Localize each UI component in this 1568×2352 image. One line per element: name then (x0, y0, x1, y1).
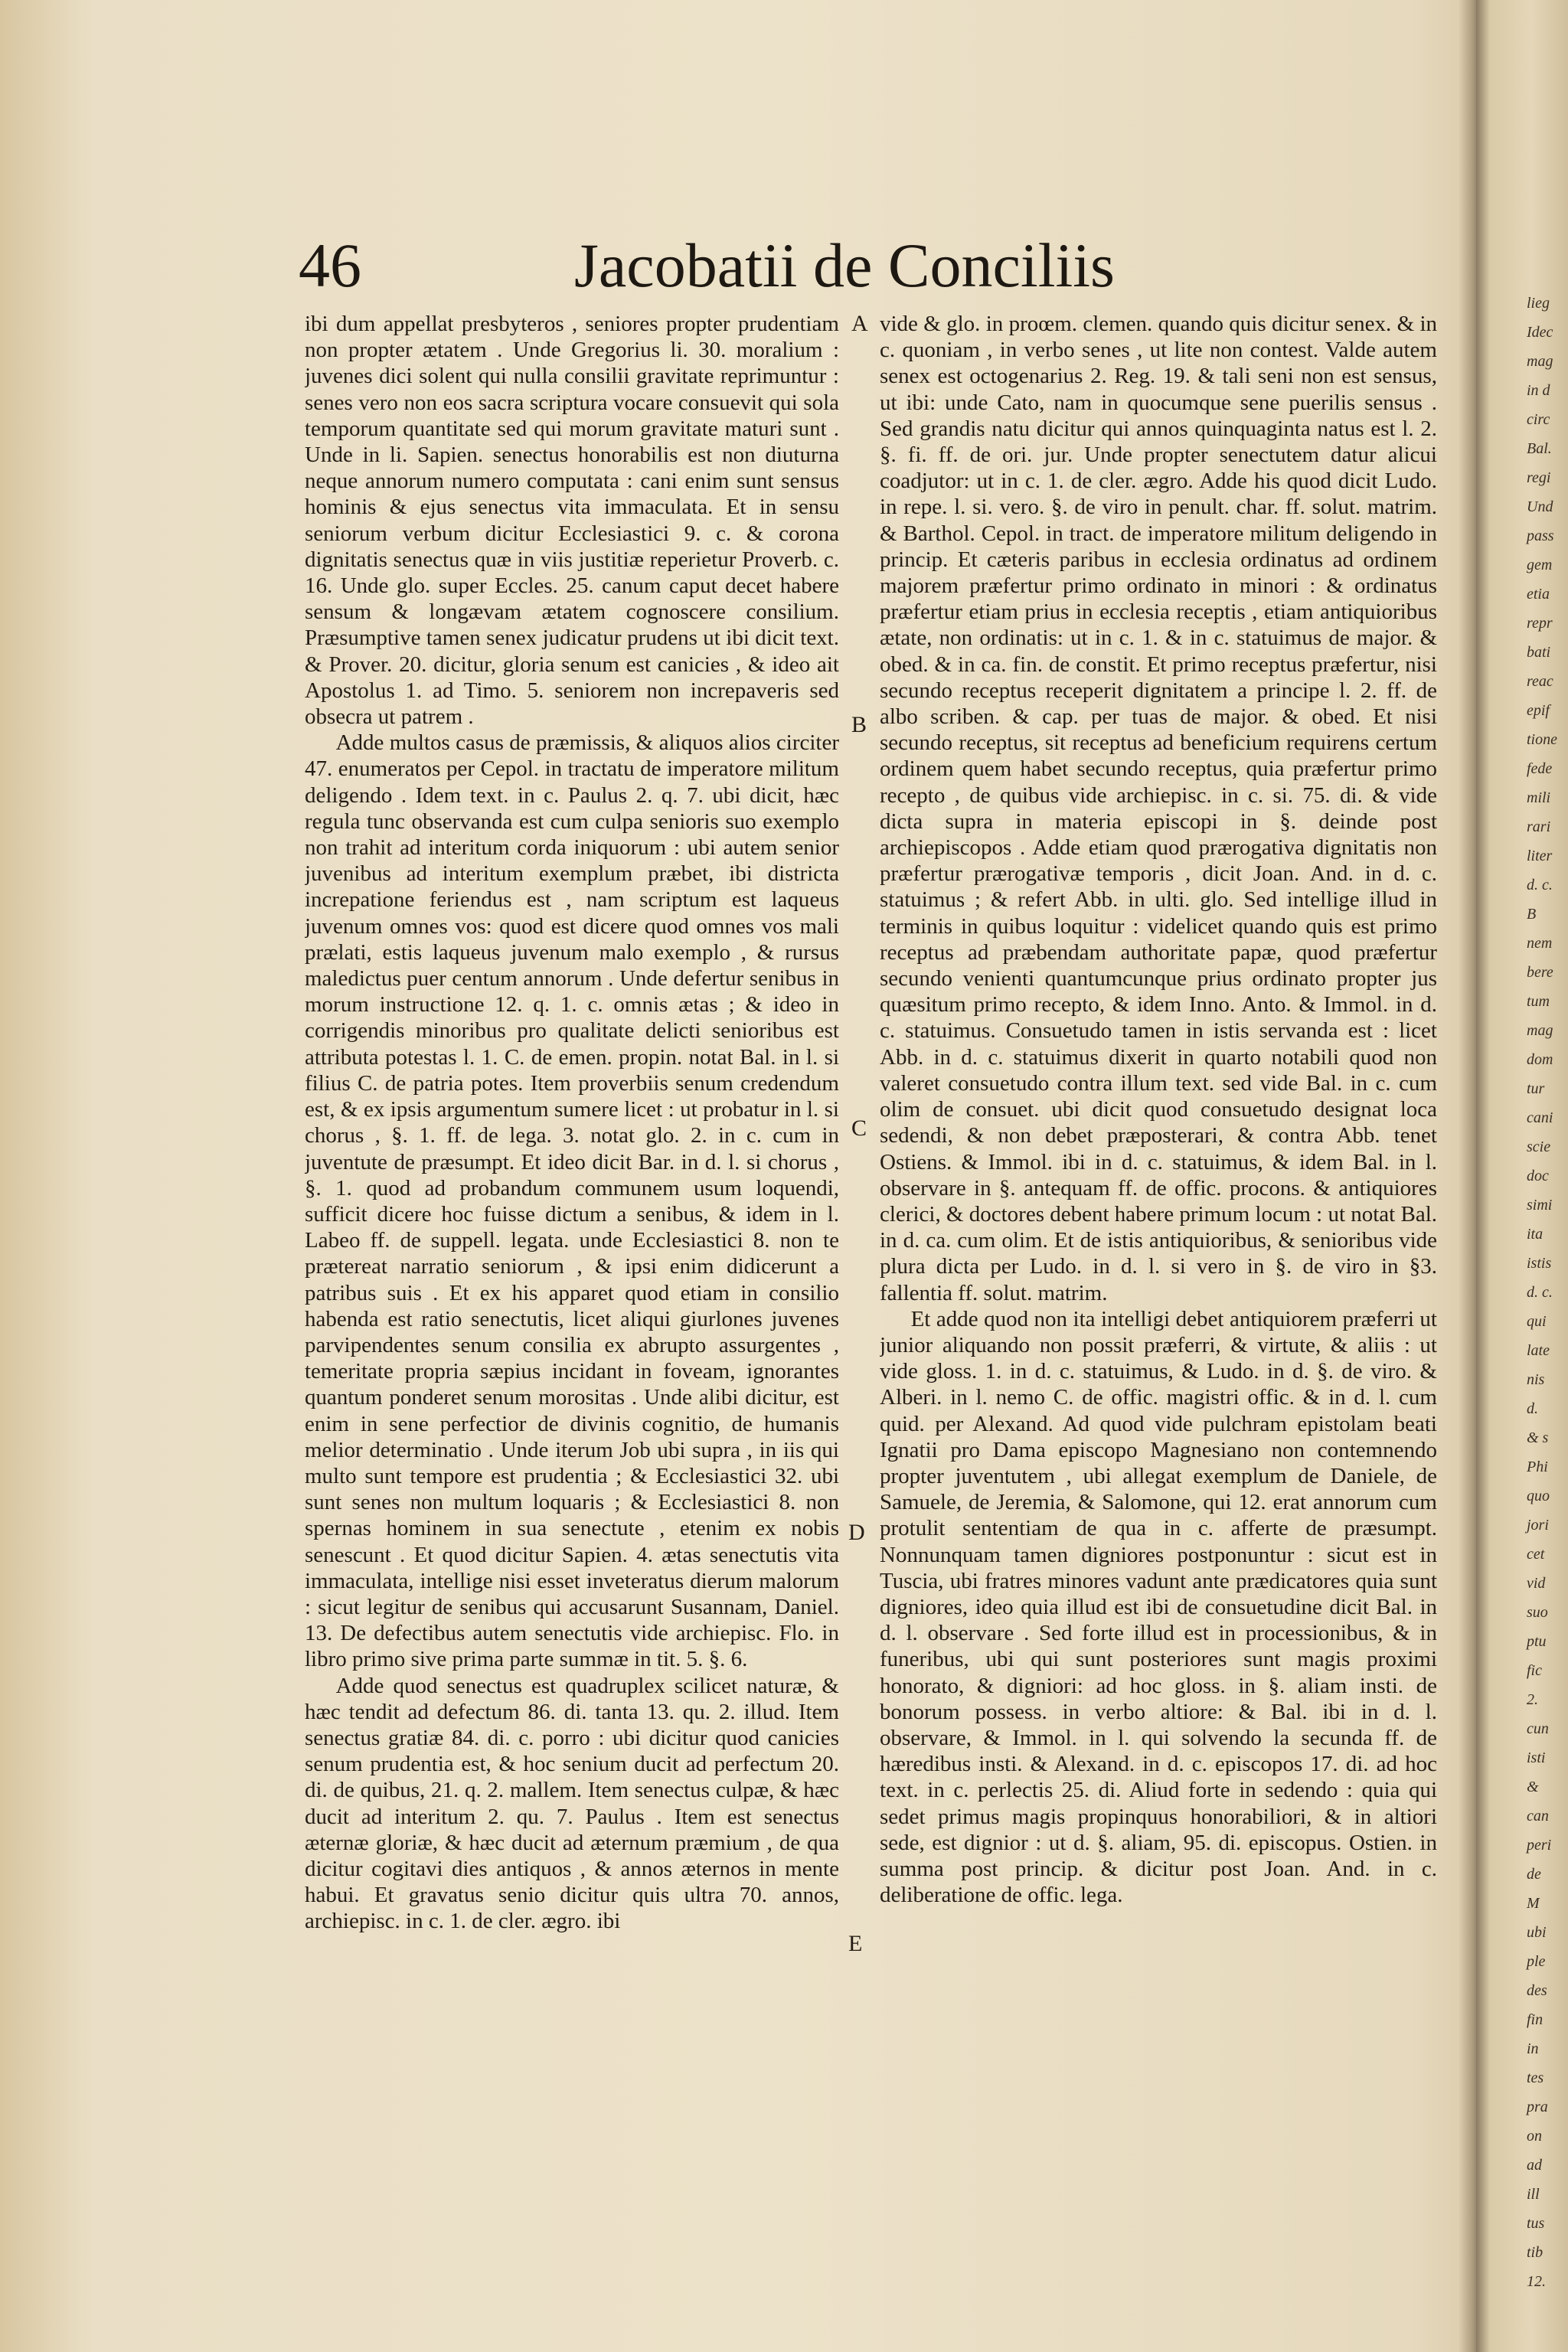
adjacent-page-fragment: cun (1527, 1720, 1549, 1737)
margin-letter-c: C (851, 1116, 867, 1141)
adjacent-page-fragment: tib (1527, 2244, 1544, 2261)
adjacent-page-fragment: tes (1527, 2069, 1544, 2086)
adjacent-page-fragment: fin (1527, 2011, 1544, 2028)
adjacent-page-fragment: simi (1527, 1197, 1553, 1214)
adjacent-page-fragment: epif (1527, 702, 1550, 719)
adjacent-page-fragment: ple (1527, 1953, 1546, 1970)
adjacent-page-fragment: 12. (1527, 2273, 1546, 2290)
adjacent-page-fragment: scie (1527, 1138, 1551, 1155)
adjacent-page-fragment: circ (1527, 411, 1550, 428)
adjacent-page-fragment: ill (1527, 2186, 1540, 2203)
margin-letter-b: B (851, 712, 867, 737)
adjacent-page-fragment: d. c. (1527, 1284, 1553, 1301)
adjacent-page-fragment: tus (1527, 2215, 1545, 2232)
adjacent-page-fragment: repr (1527, 615, 1553, 632)
adjacent-page-fragment: ita (1527, 1226, 1544, 1243)
adjacent-page-fragment: Idec (1527, 324, 1553, 341)
left-paragraph-1: ibi dum appellat presbyteros , seniores propter prudentiam non propter ætatem . Unde Gregorius li. 30. moralium : juvenes dici solent qui nulla consilii gravitate reprimuntur : senes vero non eos sacra scriptura vocare consuevit qui sola temporum quantitate sed qui morum gravitate maturi sunt . Unde in li. Sapien. senectus honorabilis est non diuturna neque annorum numero computata : cani enim sunt sensus hominis & ejus senectus vita immaculata. Et in sensu seniorum verbum dicitur Ecclesiastici 9. c. & corona dignitatis senectus quæ in viis justitiæ reperietur Proverb. c. 16. Unde glo. super Eccles. 25. canum caput decet habere sensum & longævam ætatem cognoscere consilium. Præsumptive tamen senex judicatur prudens ut ibi dicit text. & Prover. 20. dicitur, gloria senum est canicies , & ideo ait Apostolus 1. ad Timo. 5. seniorem non increpaveris sed obsecra ut patrem . (305, 312, 839, 730)
adjacent-page-fragment: B (1527, 906, 1537, 923)
adjacent-page-fragment: d. c. (1527, 877, 1553, 893)
left-column (305, 311, 839, 2317)
adjacent-page-fragment: tum (1527, 993, 1550, 1010)
adjacent-page-fragment: reac (1527, 673, 1553, 690)
adjacent-page-fragment: late (1527, 1342, 1550, 1359)
adjacent-page-fragment: dom (1527, 1051, 1553, 1068)
adjacent-page-fragment: & s (1527, 1429, 1549, 1446)
adjacent-page-fragment: in (1527, 2040, 1539, 2057)
adjacent-page-fragment: regi (1527, 469, 1551, 486)
adjacent-page-fragment: gem (1527, 557, 1553, 573)
adjacent-page-fragment: mag (1527, 353, 1553, 370)
adjacent-page-fragment: istis (1527, 1255, 1552, 1272)
adjacent-page-fragment: d. (1527, 1400, 1538, 1417)
adjacent-page-fragment: Und (1527, 498, 1553, 515)
adjacent-page-fragment: Bal. (1527, 440, 1552, 457)
margin-letter-d: D (848, 1520, 865, 1545)
adjacent-page-fragment: M (1527, 1895, 1540, 1912)
adjacent-page-fragment: mili (1527, 789, 1551, 806)
left-paragraph-3: Adde quod senectus est quadruplex scilicet naturæ, & hæc tendit ad defectum 86. di. tanta 13. qu. 2. illud. Item senectus gratiæ 84. di. c. porro : ubi dicitur quod canicies senum prudentia est, & hoc senium ducit ad perfectum 20. di. de quibus, 21. q. 2. mallem. Item senectus culpæ, & hæc ducit ad interitum 2. qu. 7. Paulus . Item est senectus æternæ gloriæ, & hæc ducit ad æternum præmium , de qua dicitur cogitavi dies antiquos , & annos æternos in mente habui. Et gravatus senio dicitur quis ultra 70. annos, archiepisc. in c. 1. de cler. ægro. ibi (305, 1673, 839, 1934)
left-paragraph-2: Adde multos casus de præmissis, & aliquos alios circiter 47. enumeratos per Cepol. in tractatu de imperatore militum deligendo . Idem text. in c. Paulus 2. q. 7. ubi dicit, hæc regula tunc observanda est cum culpa senioris suo exemplo non trahit ad interitum corda iniquorum : ubi autem senior juvenibus ad interitum exemplum præbet, ibi districta increpatione feriendus est , nam scriptum est laqueus juvenum omnes vos: quod est dicere quod omnes vos mali prælati, estis laqueus juvenum malo exemplo , & rursus maledictus puer centum annorum . Unde defertur senibus in morum instructione 12. q. 1. c. omnis ætas ; & ideo in corrigendis minoribus pro qualitate delicti senioribus est attributa potestas l. 1. C. de emen. propin. notat Bal. in l. si filius C. de patria potes. Item proverbiis senum credendum est, & ex ipsis argumentum sumere licet : ut probatur in l. si chorus , §. 1. ff. de lega. 3. notat glo. 2. in c. cum in juventute de præsumpt. Et ideo dicit Bar. in d. l. si chorus , §. 1. quod ad probandum communem usum loquendi, sufficit dicere hoc fuisse dictum a senibus, & idem in l. Labeo ff. de suppell. legata. unde Ecclesiastici 8. non te prætereat narratio seniorum , & ipsi enim didicerunt a patribus suis . Et ex his apparet quod etiam in consilio habenda est ratio senectutis, licet aliqui giurlones juvenes parvipendentes senum consilia ex abrupto assurgentes , temeritate propria sæpius incidant in foveam, ignorantes quantum ponderet senum morositas . Unde alibi dicitur, est enim in sene perfectior de divinis cognitio, de humanis melior determinatio . Unde iterum Job ubi supra , in iis qui multo sunt tempore est prudentia ; & Ecclesiastici 32. ubi sunt senes non multum loquaris ; & Ecclesiastici 8. non spernas hominem in sua senectute , etenim ex nobis senescunt . Et quod dicitur Sapien. 4. ætas senectutis vita immaculata, intellige nisi esset inveteratus dierum malorum : sicut legitur de senibus qui accusarunt Susannam, Daniel. 13. De defectibus autem senectutis vide archiepisc. Flo. in libro primo sive prima parte summæ in tit. 5. §. 6. (305, 730, 839, 1672)
adjacent-page-fragment: vid (1527, 1575, 1546, 1592)
adjacent-page-fragment: pra (1527, 2099, 1548, 2115)
adjacent-page-fragment: pass (1527, 528, 1554, 544)
adjacent-page-fragment: qui (1527, 1313, 1547, 1330)
adjacent-page-fragment: cet (1527, 1546, 1545, 1563)
adjacent-page-fragment: nem (1527, 935, 1553, 952)
right-column (880, 311, 1437, 2317)
adjacent-page-fragment: des (1527, 1982, 1547, 1999)
adjacent-page-fragment: nis (1527, 1371, 1545, 1388)
adjacent-page-fragment: fic (1527, 1662, 1542, 1679)
adjacent-page-fragment: in d (1527, 382, 1550, 399)
adjacent-page-fragment: can (1527, 1808, 1549, 1824)
adjacent-page-fragment: ad (1527, 2157, 1542, 2174)
adjacent-page-fragment: on (1527, 2128, 1542, 2145)
adjacent-page-fragment: ubi (1527, 1924, 1547, 1941)
page-number: 46 (299, 230, 361, 300)
running-title: Jacobatii de Conciliis (574, 230, 1115, 300)
margin-letter-e: E (848, 1931, 863, 1956)
adjacent-page-fragment: liter (1527, 848, 1553, 864)
adjacent-page-fragment: isti (1527, 1749, 1546, 1766)
adjacent-page-fragment: de (1527, 1866, 1541, 1883)
adjacent-page-fragment: quo (1527, 1488, 1550, 1504)
right-paragraph-1: vide & glo. in proœm. clemen. quando quis dicitur senex. & in c. quoniam , in verbo senes , ut lite non contest. Valde autem senex est octogenarius 2. Reg. 19. & tali seni non est sensus, ut ibi: unde Cato, nam in quocumque sene puerilis sensus . Sed grandis natu dicitur qui annos quinquaginta natus est l. 2. §. fi. ff. de ori. jur. Unde propter senectutem datur alicui coadjutor: ut in c. 1. de cler. ægro. Adde his quod dicit Ludo. in repe. l. si. vero. §. de viro in penult. char. ff. solut. matrim. & Barthol. Cepol. in tract. de imperatore militum deligendo in princip. Et cæteris paribus in ecclesia ordinatus ad ordinem majorem præfertur primo ordinato in minori : & ordinatus præfertur etiam prius in ecclesia receptis , etiam antiquioribus ætate, non ordinatis: ut in c. 1. & in c. statuimus de major. & obed. & in ca. fin. de constit. Et primo receptus præfertur, nisi secundo receptus receperit dignitatem a principe l. 2. ff. de albo scriben. & cap. per tuas de major. & obed. Et nisi secundo receptus, sit receptus ad beneficium requirens certum ordinem quem habet secundo receptus, quia præfertur primo recepto , de quibus vide archiepisc. in c. si. 75. di. & vide dicta supra in materia episcopi in §. deinde post archiepiscopos . Adde etiam quod prærogativa dignitatis non præfertur prærogativæ temporis , dicit Joan. And. in d. c. statuimus ; & refert Abb. in ulti. glo. Sed intellige illud in terminis in quibus loquitur : videlicet quando quis est primo receptus ad præbendam authoritate papæ, quod præfertur secundo venienti quantumcunque prius ordinato propter jus quæsitum primo recepto, & idem Inno. Anto. & Immol. in d. c. statuimus. Consuetudo tamen in istis servanda est : licet Abb. in d. c. statuimus dixerit in quarto notabili quod non valeret consuetudo contra illum text. sed vide Bal. in c. cum olim de consuet. ubi dicit quod consuetudo designat loca sedendi, & non debet præposterari, & contra Abb. tenet Ostiens. & Immol. ibi in d. c. statuimus, & idem Bal. in l. observare in §. antequam ff. de offic. procons. & antiquiores clerici, & doctores debent habere primum locum : ut notat Bal. in d. ca. cum olim. Et de istis antiquioribus, & senioribus vide plura dicta per Ludo. in d. l. si vero in §. de viro in §3. fallentia ff. solut. matrim. (880, 312, 1437, 1305)
adjacent-page-fragment: ptu (1527, 1633, 1547, 1650)
adjacent-page-fragment: cani (1527, 1109, 1553, 1126)
adjacent-page-fragment: mag (1527, 1022, 1553, 1039)
margin-letter-a: A (851, 311, 868, 336)
adjacent-page-fragment: bati (1527, 644, 1551, 661)
adjacent-page-fragment: doc (1527, 1168, 1549, 1184)
adjacent-page-fragment: suo (1527, 1604, 1548, 1621)
adjacent-page-fragment: tur (1527, 1080, 1545, 1097)
adjacent-page-fragment: etia (1527, 586, 1550, 603)
adjacent-page-fragment: tione (1527, 731, 1557, 748)
adjacent-page-fragment: Phi (1527, 1459, 1548, 1475)
adjacent-page-fragment: 2. (1527, 1691, 1538, 1708)
adjacent-page-fragment: fede (1527, 760, 1553, 777)
right-paragraph-2: Et adde quod non ita intelligi debet antiquiorem præferri ut junior aliquando non possit præferri, & virtute, & aliis : ut vide gloss. 1. in d. c. statuimus, & Ludo. in d. §. de viro. & Alberi. in l. nemo C. de offic. magistri offic. & in d. l. cum quid. per Alexand. Ad quod vide pulchram epistolam beati Ignatii pro Dama episcopo Magnesiano non contemnendo propter juventutem , ubi allegat exemplum de Daniele, de Samuele, de Jeremia, & Salomone, qui 12. erat annorum cum protulit sententiam de qua in c. afferte de præsumpt. Nonnunquam tamen digniores postponuntur : sicut est in Tuscia, ubi fratres minores vadunt ante prædicatores quia sunt digniores, ideo quia illud est ibi de consuetudine dicit Bal. in d. l. observare . Sed forte illud est in processionibus, & in funeribus, ubi qui sunt posteriores sunt magis proximi honorato, & digniori: ad hoc gloss. in §. aliam insti. de bonorum possess. in verbo altiore: & Bal. ibi in d. l. observare, & Immol. in l. qui solvendo la secunda ff. de hæredibus insti. & Alexand. in d. c. episcopos 17. di. ad hoc text. in c. perlectis 25. di. Aliud forte in sedendo : quia qui sedet primus magis propinquus honorabiliori, & in altiori sede, est dignior : ut d. §. aliam, 95. di. episcopus. Ostien. in summa post princip. & dicitur post Joan. And. in c. deliberatione de offic. lega. (880, 1306, 1437, 1908)
adjacent-page-fragment: & (1527, 1779, 1539, 1795)
adjacent-page-fragment: lieg (1527, 295, 1550, 312)
adjacent-page-fragment: peri (1527, 1837, 1552, 1854)
adjacent-page-fragment: bere (1527, 964, 1553, 981)
page-header (299, 230, 1462, 322)
adjacent-page-fragment: jori (1527, 1517, 1549, 1534)
adjacent-page-fragment: rari (1527, 818, 1551, 835)
adjacent-page-edge (1476, 0, 1568, 2352)
